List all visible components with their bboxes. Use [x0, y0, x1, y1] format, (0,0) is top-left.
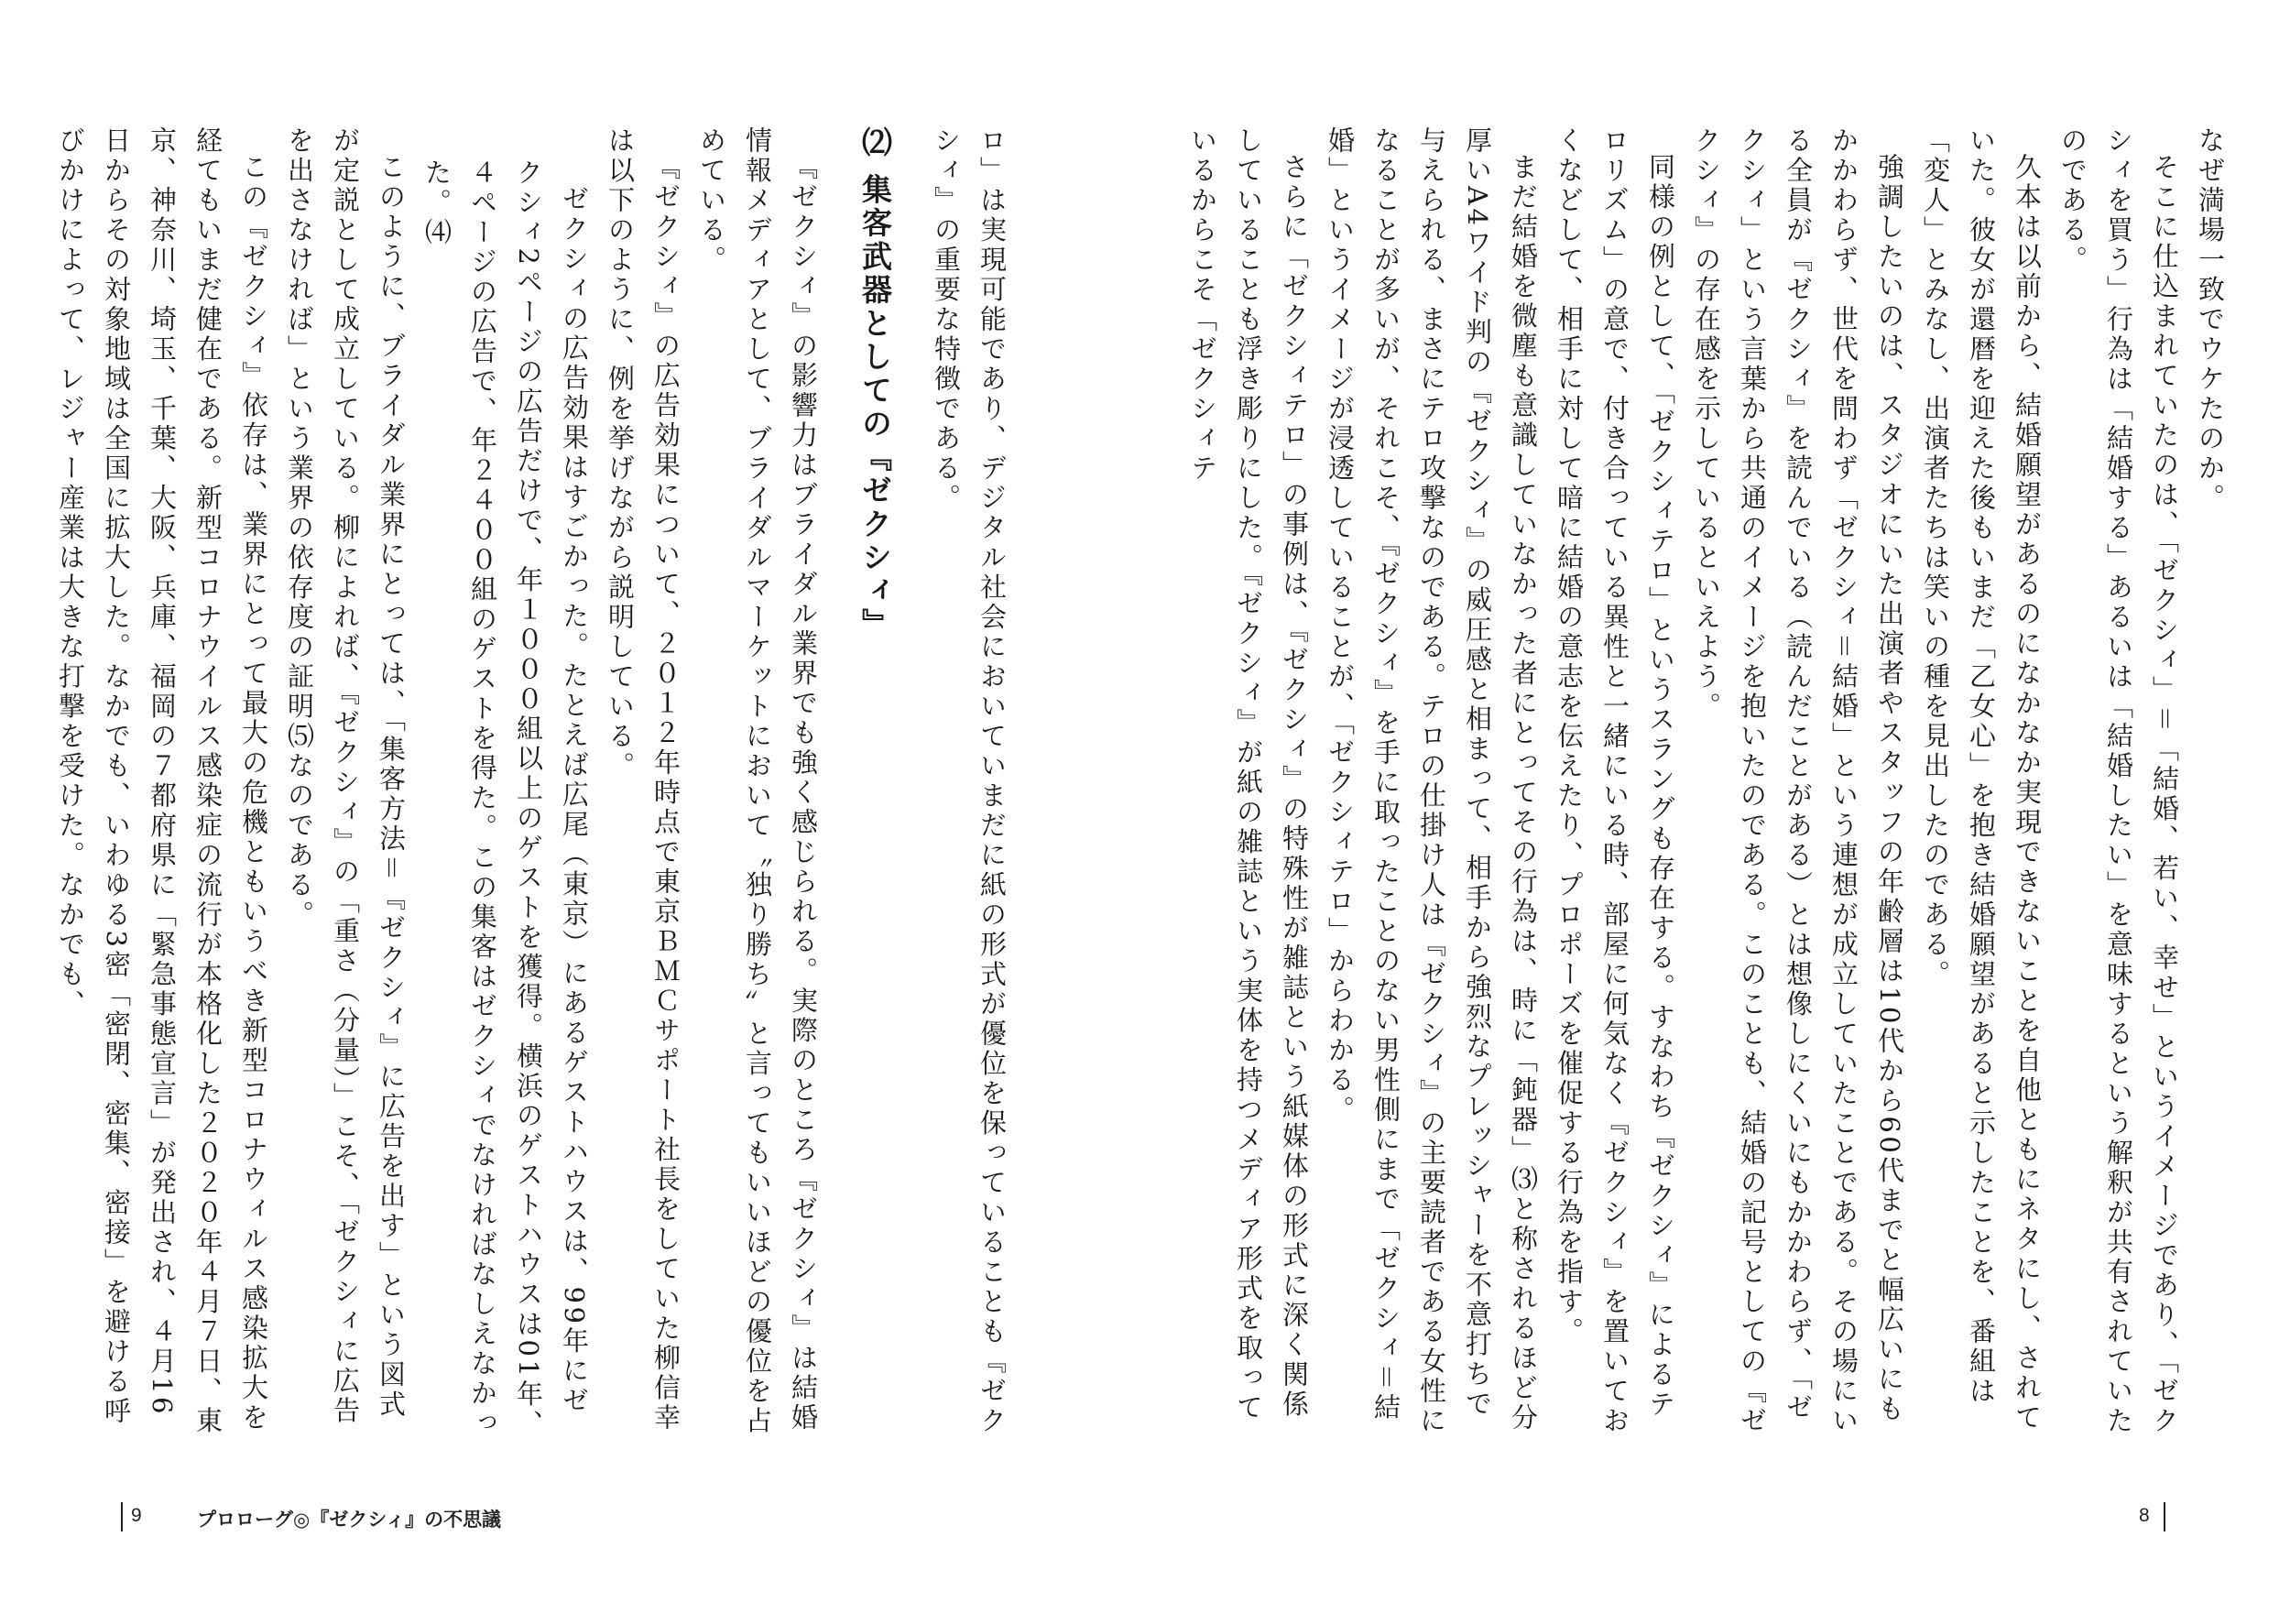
paragraph: そこに仕込まれていたのは、「ゼクシィ」＝「結婚、若い、幸せ」というイメージであり、「ゼクシィを買う」行為は「結婚する」あるいは「結婚したい」を意味するという解釈が共有されていたのである。 — [2057, 126, 2180, 1436]
paragraph: 強調したいのは、スタジオにいた出演者やスタッフの年齢層は10代から60代までと幅広いにもかかわらず、世代を問わず「ゼクシィ＝結婚」という連想が成立していたことである。その場にいる全員が『ゼクシィ』を読んでいる（読んだことがある）とは想像しにくいにもかかわらず、「ゼクシィ」という言葉から共通のイメージを抱いたのである。このことも、結婚の記号としての『ゼクシィ』の存在感を示しているといえよう。 — [1691, 126, 1905, 1436]
right-page — [1145, 0, 2290, 1624]
paragraph: 同様の例として、「ゼクシィテロ」というスラングも存在する。すなわち『ゼクシィ』によるテロリズム」の意で、付き合っている異性と一緒にいる時、部屋に何気なく『ゼクシィ』を置いておくなどして、相手に対して暗に結婚の意志を伝えたり、プロポーズを催促する行為を指す。 — [1554, 126, 1676, 1436]
folio-rule — [121, 1502, 123, 1531]
paragraph: 『ゼクシィ』の影響力はブライダル業界でも強く感じられる。実際のところ『ゼクシィ』は結婚情報メディアとして、ブライダルマーケットにおいて〝独り勝ち〟と言ってもいいほどの優位を占めている。 — [696, 126, 819, 1436]
paragraph: 『ゼクシィ』の広告効果について、２０１２年時点で東京ＢＭＣサポート社長をしていた柳信幸は以下のように、例を挙げながら説明している。 — [605, 126, 682, 1433]
paragraph: このように、ブライダル業界にとっては、「集客方法＝『ゼクシィ』に広告を出す」という図式が定説として成立している。柳によれば、『ゼクシィ』の「重さ（分量）」こそ、「ゼクシィに広告を出さなければ」という業界の依存度の証明⑸なのである。 — [284, 126, 407, 1426]
paragraph: さらに「ゼクシィテロ」の事例は、『ゼクシィ』の特殊性が雑誌という紙媒体の形式に深く関係していることも浮き彫りにした。『ゼクシィ』が紙の雑誌という実体を持つメディア形式を取っているからこそ「ゼクシィテ — [1187, 126, 1310, 1423]
left-page-body — [0, 126, 1015, 1445]
section-heading: ⑵ 集客武器としての『ゼクシィ』 — [857, 126, 893, 642]
page-number: 9 — [131, 1505, 142, 1526]
paragraph: この『ゼクシィ』依存は、業界にとって最大の危機ともいうべき新型コロナウィルス感染拡大を経てもいまだ健在である。新型コロナウイルス感染症の流行が本格化した２０２０年４月７日、東京、神奈川、埼玉、千葉、大阪、兵庫、福岡の７都府県に「緊急事態宣言」が発出され、４月16日からその対象地域は全国に拡大した。なかでも、いわゆる3密「密閉、密集、密接」を避ける呼びかけによって、レジャー産業は大きな打撃を受けた。なかでも、 — [55, 126, 269, 1436]
folio-rule — [2164, 1502, 2165, 1531]
paragraph: ロ」は実現可能であり、デジタル社会においていまだに紙の形式が優位を保っていることも『ゼクシィ』の重要な特徴である。 — [931, 126, 1008, 1436]
paragraph: まだ結婚を微塵も意識していなかった者にとってその行為は、時に「鈍器」⑶と称されるほど分厚いA4ワイド判の『ゼクシィ』の威圧感と相まって、相手から強烈なプレッシャーを不意打ちで与えられる、まさにテロ攻撃なのである。テロの仕掛け人は『ゼクシィ』の主要読者である女性になることが多いが、それこそ、『ゼクシィ』を手に取ったことのない男性側にまで「ゼクシィ＝結婚」というイメージが浸透していることが、「ゼクシィテロ」からわかる。 — [1325, 126, 1539, 1436]
right-page-body — [1187, 126, 2233, 1445]
page-number: 8 — [2139, 1505, 2150, 1526]
block-quote: ゼクシィの広告効果はすごかった。たとえば広尾（東京）にあるゲストハウスは、99年にゼクシィ2ページの広告だけで、年１０００組以上のゲストを獲得。横浜のゲストハウスは01年、４ページの広告で、年２４００組のゲストを得た。この集客はゼクシィでなければなしえなかった。⑷ — [421, 158, 590, 1440]
paragraph: 久本は以前から、結婚願望があるのになかなか実現できないことを自他ともにネタにし、されていた。彼女が還暦を迎えた後もいまだ「乙女心」を抱き結婚願望があると示したことを、番組は「変人」とみなし、出演者たちは笑いの種を見出したのである。 — [1920, 126, 2043, 1433]
paragraph: なぜ満場一致でウケたのか。 — [2195, 126, 2226, 514]
running-head: プロローグ◎『ゼクシィ』の不思議 — [197, 1510, 502, 1531]
